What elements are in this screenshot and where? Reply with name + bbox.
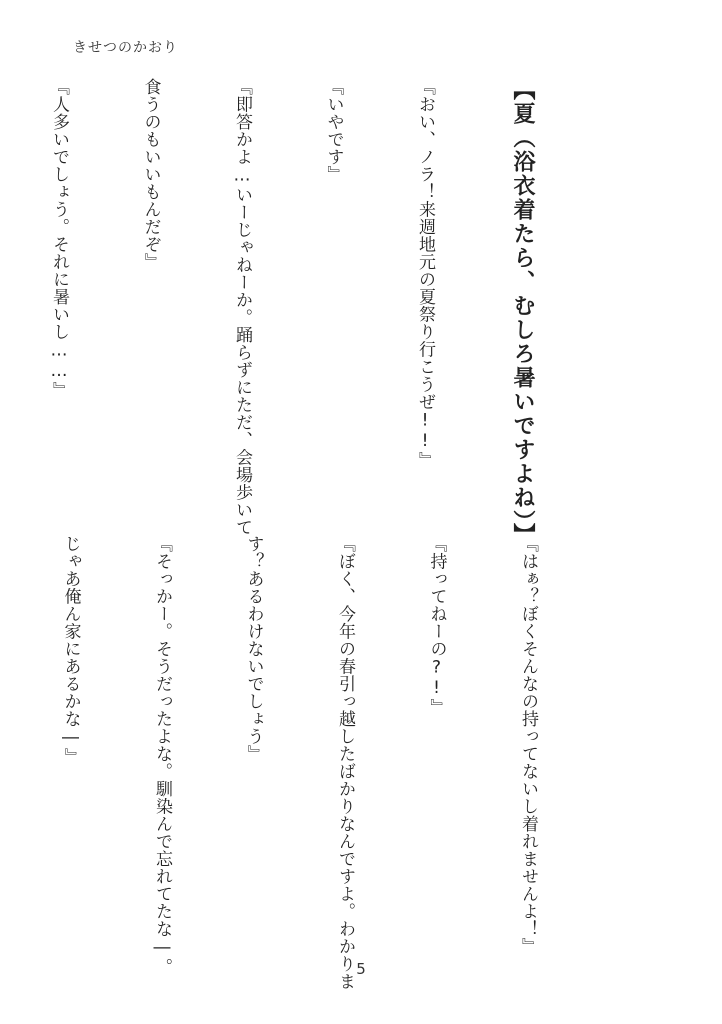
text-line: 『そっかー。そうだったよな。馴染んで忘れてたな―。 — [152, 535, 172, 976]
text-line: 『持ってねーの?!』 — [426, 535, 447, 716]
bottom-text-block — [60, 535, 604, 990]
text-line: 『いやです』 — [323, 78, 344, 183]
page-number: 5 — [356, 960, 366, 978]
text-line: 『人多いでしょう。それに暑いし……』 — [49, 78, 69, 399]
text-line: じゃあ俺ん家にあるかな―』 — [60, 535, 81, 766]
running-head: きせつのかおり — [73, 40, 178, 56]
text-line: 『即答かよ…いーじゃねーか。踊らずにただ、会場歩いて — [232, 78, 252, 536]
text-line: 『ぼく、今年の春引っ越したばかりなんですよ。わかりま — [335, 535, 355, 990]
text-line: 『はぁ？ぼくそんなの持ってないし着れませんよ！』 — [518, 535, 538, 955]
section-heading: 【夏（浴衣着たら、むしろ暑いですよね）】 — [510, 78, 535, 547]
text-line: す？あるわけないでしょう』 — [243, 535, 264, 763]
text-line: 食うのもいいもんだぞ』 — [140, 78, 161, 271]
text-line: 『おい、ノラ！来週地元の夏祭り行こうぜ!!』 — [415, 78, 435, 469]
top-text-block — [49, 78, 604, 547]
